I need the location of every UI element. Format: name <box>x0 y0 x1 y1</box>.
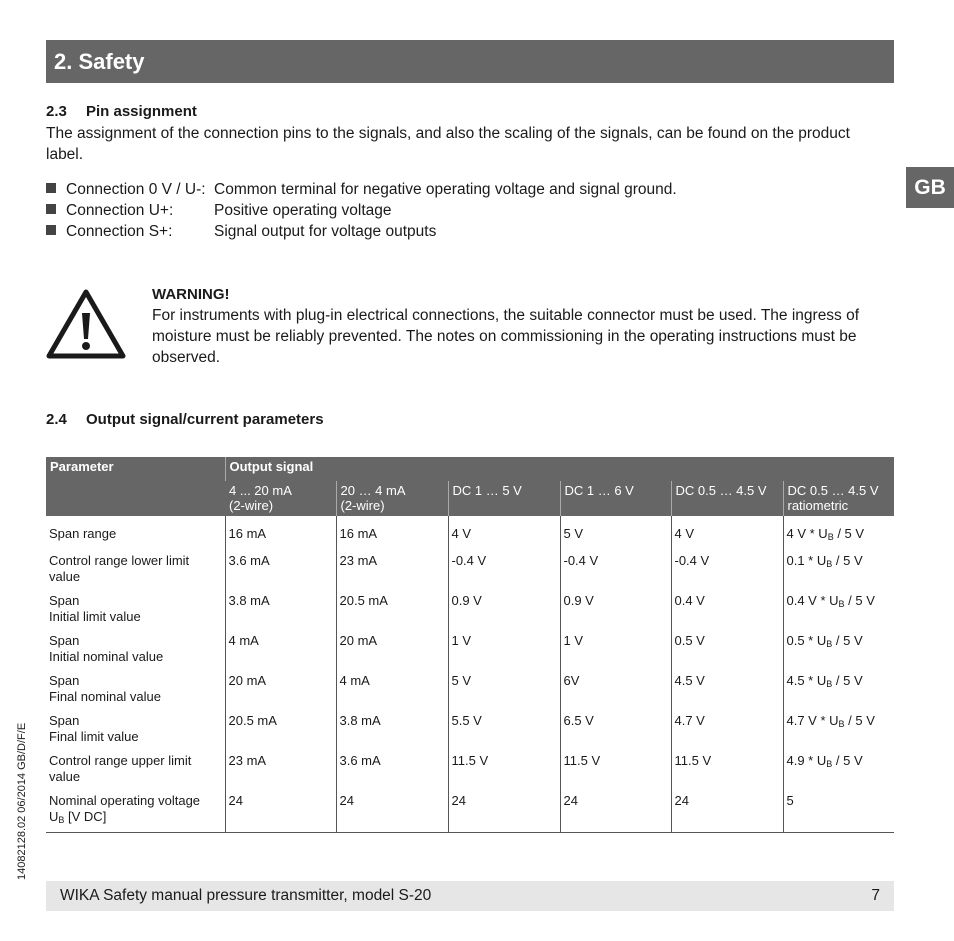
parameter-cell <box>46 589 225 629</box>
parameter-line: Final nominal value <box>49 689 162 704</box>
value-cell: 4.7 V <box>671 709 783 749</box>
value-cell: 1 V <box>560 629 671 669</box>
subheader-line: ratiometric <box>787 498 849 513</box>
value-cell: 0.9 V <box>448 589 560 629</box>
value-cell: 11.5 V <box>671 749 783 789</box>
value-text: / 5 V <box>844 713 875 728</box>
subheader-line: (2-wire) <box>229 498 274 513</box>
value-cell-ratiometric <box>783 549 894 589</box>
subscript: B <box>827 532 834 542</box>
subheader-line: 20 … 4 mA <box>340 483 406 498</box>
subheader-line: DC 0.5 … 4.5 V <box>675 483 767 498</box>
value-cell: 20.5 mA <box>225 709 336 749</box>
value-text: / 5 V <box>844 593 875 608</box>
section-number: 2.3 <box>46 103 67 120</box>
value-text: / 5 V <box>832 673 863 688</box>
table-row <box>46 516 894 549</box>
value-text: 0.4 V * U <box>786 593 839 608</box>
section-title-text: Output signal/current parameters <box>86 411 324 428</box>
value-text: [V DC] <box>64 809 107 824</box>
parameter-cell <box>46 629 225 669</box>
table-row <box>46 749 894 789</box>
value-cell: 3.8 mA <box>336 709 448 749</box>
pin-list <box>46 179 677 242</box>
table-row <box>46 709 894 749</box>
subheader-line: DC 1 … 5 V <box>452 483 522 498</box>
value-cell: 3.8 mA <box>225 589 336 629</box>
table-row <box>46 589 894 629</box>
section-2-3-title <box>46 102 197 122</box>
footer-title: WIKA Safety manual pressure transmitter, model S-20 <box>60 887 432 904</box>
parameter-line: Span <box>49 633 80 648</box>
value-cell: 5 V <box>448 669 560 709</box>
subscript: B <box>826 639 833 649</box>
parameter-line <box>49 809 221 828</box>
value-cell: 20.5 mA <box>336 589 448 629</box>
pin-description: Positive operating voltage <box>214 202 392 219</box>
value-cell: 4 V <box>448 516 560 549</box>
subheader-line: 4 ... 20 mA <box>229 483 292 498</box>
value-cell: 24 <box>560 789 671 833</box>
value-text: 4.7 V * U <box>786 713 839 728</box>
value-text: 4.5 * U <box>786 673 827 688</box>
parameter-line: Initial limit value <box>49 609 141 624</box>
table-row <box>46 549 894 589</box>
value-text: 4 V * U <box>786 526 828 541</box>
parameter-cell <box>46 709 225 749</box>
language-tab: GB <box>906 167 954 208</box>
value-cell: 4 mA <box>336 669 448 709</box>
table-header-output-signal: Output signal <box>225 457 894 481</box>
subheader-line: DC 0.5 … 4.5 V <box>787 483 879 498</box>
subheader-line: (2-wire) <box>340 498 385 513</box>
warning-text: For instruments with plug-in electrical connections, the suitable connector must be used. The ingress of moisture must be reliably prevented. The notes on commissioning in the operating instructions must be observed. <box>152 307 860 366</box>
value-cell: 4 V <box>671 516 783 549</box>
pin-description: Signal output for voltage outputs <box>214 223 437 240</box>
value-cell: 5.5 V <box>448 709 560 749</box>
value-cell: 24 <box>225 789 336 833</box>
value-text: 0.1 * U <box>786 553 827 568</box>
subscript: B <box>826 759 833 769</box>
value-cell-ratiometric <box>783 516 894 549</box>
parameter-line: Span <box>49 593 80 608</box>
parameter-cell <box>46 789 225 833</box>
parameter-line: Final limit value <box>49 729 139 744</box>
parameter-cell <box>46 669 225 709</box>
parameter-cell <box>46 549 225 589</box>
section-header <box>46 40 894 83</box>
parameter-line: Nominal operating voltage <box>49 793 201 808</box>
value-cell: 24 <box>448 789 560 833</box>
subscript: B <box>826 679 833 689</box>
value-cell-ratiometric <box>783 669 894 709</box>
bullet-square-icon <box>46 225 56 235</box>
section-number: 2.4 <box>46 411 67 428</box>
output-signal-table <box>46 457 894 833</box>
value-cell-ratiometric <box>783 789 894 833</box>
value-text: 5 <box>786 793 794 808</box>
parameter-line: Initial nominal value <box>49 649 164 664</box>
value-cell: 0.5 V <box>671 629 783 669</box>
value-text: 0.5 * U <box>786 633 827 648</box>
list-item <box>46 200 677 221</box>
document-code: 14082128.02 06/2014 GB/D/F/E <box>16 722 28 880</box>
subscript: B <box>838 599 845 609</box>
section-header-title: 2. Safety <box>54 49 145 74</box>
value-cell: 4 mA <box>225 629 336 669</box>
value-cell: 6V <box>560 669 671 709</box>
warning-title: WARNING! <box>152 286 230 303</box>
value-cell: 20 mA <box>336 629 448 669</box>
pin-description: Common terminal for negative operating voltage and signal ground. <box>214 181 677 198</box>
value-cell: 3.6 mA <box>225 549 336 589</box>
parameter-line: Control range lower limit <box>49 553 190 568</box>
value-cell: 4.5 V <box>671 669 783 709</box>
parameter-line: Span range <box>49 526 117 541</box>
value-text: / 5 V <box>832 553 863 568</box>
table-subheader <box>560 481 671 516</box>
parameter-line: value <box>49 769 81 784</box>
pin-label: Connection S+: <box>66 223 173 240</box>
value-cell: 0.4 V <box>671 589 783 629</box>
value-cell: 23 mA <box>225 749 336 789</box>
subscript: B <box>826 559 833 569</box>
value-cell: 16 mA <box>336 516 448 549</box>
value-cell-ratiometric <box>783 589 894 629</box>
bullet-square-icon <box>46 204 56 214</box>
value-text: 4.9 * U <box>786 753 827 768</box>
value-cell: 3.6 mA <box>336 749 448 789</box>
value-text: / 5 V <box>833 526 865 541</box>
subscript: B <box>58 815 65 825</box>
page-number: 7 <box>871 887 880 904</box>
parameter-cell <box>46 749 225 789</box>
value-cell: 11.5 V <box>448 749 560 789</box>
table-header-parameter: Parameter <box>46 457 225 516</box>
value-cell-ratiometric <box>783 629 894 669</box>
value-text: U <box>49 809 59 824</box>
list-item <box>46 179 677 200</box>
parameter-line: Control range upper limit <box>49 753 192 768</box>
table-row <box>46 669 894 709</box>
list-item <box>46 221 677 242</box>
subheader-line: DC 1 … 6 V <box>564 483 634 498</box>
value-cell: -0.4 V <box>560 549 671 589</box>
value-cell: 20 mA <box>225 669 336 709</box>
subscript: B <box>838 719 845 729</box>
pin-label: Connection U+: <box>66 202 174 219</box>
value-cell-ratiometric <box>783 709 894 749</box>
table-subheader <box>783 481 894 516</box>
value-cell: -0.4 V <box>671 549 783 589</box>
value-cell: 24 <box>336 789 448 833</box>
table-subheader <box>448 481 560 516</box>
pin-label: Connection 0 V / U-: <box>66 181 206 198</box>
value-cell: 1 V <box>448 629 560 669</box>
pin-assignment-paragraph: The assignment of the connection pins to the signals, and also the scaling of the signals, can be found on the product label. <box>46 125 850 163</box>
value-cell: 5 V <box>560 516 671 549</box>
parameter-line: Span <box>49 673 80 688</box>
value-cell: -0.4 V <box>448 549 560 589</box>
parameter-line: value <box>49 569 81 584</box>
value-text: / 5 V <box>832 633 863 648</box>
value-cell-ratiometric <box>783 749 894 789</box>
page-footer <box>46 881 894 911</box>
value-cell: 11.5 V <box>560 749 671 789</box>
parameter-line: Span <box>49 713 80 728</box>
table-subheader <box>336 481 448 516</box>
value-cell: 24 <box>671 789 783 833</box>
warning-triangle-icon <box>46 289 126 359</box>
value-cell: 16 mA <box>225 516 336 549</box>
table-subheader <box>225 481 336 516</box>
table-row <box>46 789 894 833</box>
value-cell: 0.9 V <box>560 589 671 629</box>
value-text: / 5 V <box>832 753 863 768</box>
section-2-4-title <box>46 410 324 430</box>
section-title-text: Pin assignment <box>86 103 197 120</box>
value-cell: 6.5 V <box>560 709 671 749</box>
table-row <box>46 629 894 669</box>
table-subheader <box>671 481 783 516</box>
value-cell: 23 mA <box>336 549 448 589</box>
bullet-square-icon <box>46 183 56 193</box>
parameter-cell <box>46 516 225 549</box>
